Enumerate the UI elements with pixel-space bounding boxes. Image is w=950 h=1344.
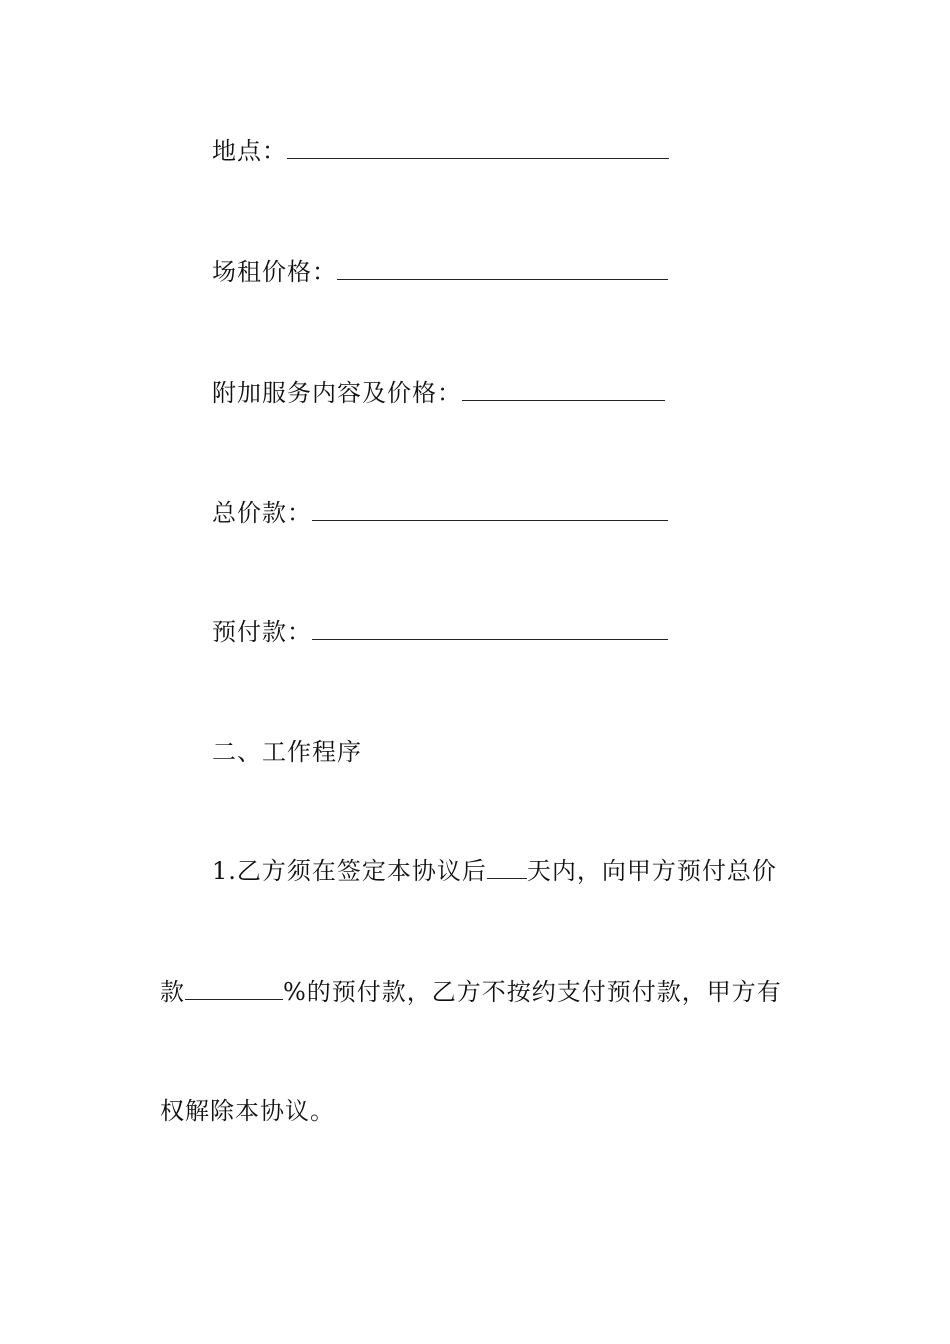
paragraph-line-2 (160, 977, 782, 1007)
extra-service-label: 附加服务内容及价格： (212, 379, 462, 407)
percent-blank (185, 977, 283, 1000)
prepayment-line (212, 617, 668, 647)
paragraph-line-3: 权解除本协议。 (160, 1097, 335, 1125)
rent-label: 场租价格： (212, 258, 337, 286)
days-blank (487, 856, 527, 879)
location-blank (287, 136, 669, 159)
prepayment-blank (312, 617, 668, 640)
location-line (212, 136, 669, 166)
rent-line (212, 257, 668, 287)
location-label: 地点： (212, 137, 287, 165)
paragraph-line-1 (212, 856, 777, 886)
total-price-label: 总价款： (212, 499, 312, 527)
extra-service-blank (462, 378, 665, 401)
total-price-line (212, 498, 668, 528)
prepayment-label: 预付款： (212, 618, 312, 646)
paragraph-2-text-b: %的预付款，乙方不按约支付预付款，甲方有 (283, 978, 782, 1006)
total-price-blank (312, 498, 668, 521)
section-heading: 二、工作程序 (212, 738, 362, 766)
paragraph-1-text-a: 1.乙方须在签定本协议后 (212, 857, 487, 885)
rent-blank (337, 257, 668, 280)
paragraph-1-text-b: 天内，向甲方预付总价 (526, 857, 777, 885)
extra-service-line (212, 378, 665, 408)
paragraph-2-text-a: 款 (160, 978, 185, 1006)
